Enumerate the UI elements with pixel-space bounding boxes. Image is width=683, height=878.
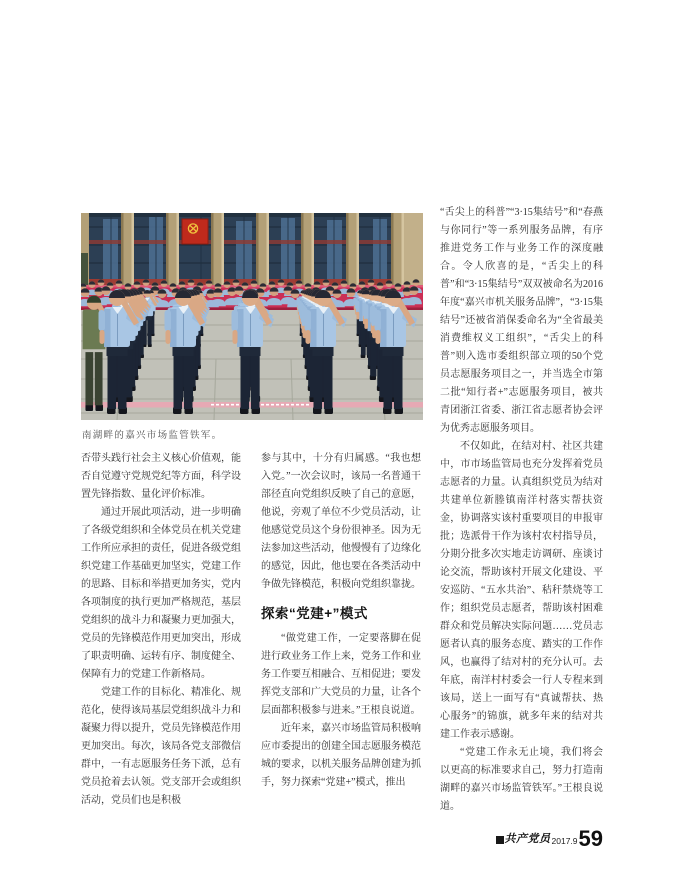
text-column-3 <box>440 204 603 821</box>
paragraph: 近年来，嘉兴市场监管局积极响应市委提出的创建全国志愿服务模范城的要求，以机关服务品牌创建为抓手，努力探索“党建+”模式，推出 <box>261 723 421 788</box>
section-heading: 探索“党建+”模式 <box>261 606 368 621</box>
photo-illustration <box>81 213 423 420</box>
party-flag-icon <box>182 219 208 244</box>
page-number: 59 <box>578 826 603 851</box>
paragraph: 党建工作的目标化、精准化、规范化，使得该局基层党组织战斗力和凝聚力得以提升，党员先锋模范作用更加突出。每次，该局各党支部微信群中，一有志愿服务任务下派，总有党员抢着去认领。党支部开会或组织活动，党员们也是积极 <box>81 687 241 806</box>
paragraph: “做党建工作，一定要落脚在促进行政业务工作上来，党务工作和业务工作要互相融合、互相促进；要发挥党支部和广大党员的力量，让各个层面都积极参与进来。”王根良说道。 <box>261 633 421 716</box>
magazine-name: 共产党员 <box>504 833 551 846</box>
paragraph: 不仅如此，在结对村、社区共建中，市市场监管局也充分发挥着党员志愿者的力量。认真组织党员为结对共建单位新塍镇南洋村落实帮扶资金，协调落实该村重要项目的申报审批；选派骨干作为该村农村指导员，分期分批多次实地走访调研、座谈讨论交流，帮助该村开展文化建设、平安巡防、“五水共治”、秸秆禁烧等工作；组织党员志愿者，帮助该村困难群众和党员解决实际问题……党员志愿者认真的服务态度、踏实的工作作风，也赢得了结对村的充分认可。去年底，南洋村村委会一行人专程来到该局，送上一面写有“真诚帮扶、热心服务”的锦旗，就多年来的结对共建工作表示感谢。 <box>440 441 603 740</box>
article-photo <box>81 213 423 420</box>
paragraph: “党建工作永无止境，我们将会以更高的标准要求自己，努力打造南湖畔的嘉兴市场监管铁军。”王根良说道。 <box>440 747 603 812</box>
paragraph: 通过开展此项活动，进一步明确了各级党组织和全体党员在机关党建工作所应承担的责任，促进各级党组织党建工作基础更加坚实，党建工作的思路、目标和举措更加务实，党内各项制度的执行更加严格规范，基层党组织的战斗力和凝聚力更加强大，党员的先锋模范作用更加突出，形成了职责明确、运转有序、制度健全、保障有力的党建工作新格局。 <box>81 507 241 680</box>
text-column-1 <box>81 450 241 847</box>
magazine-logo-icon <box>496 836 504 844</box>
paragraph: 否带头践行社会主义核心价值观，能否自觉遵守党规党纪等方面，科学设置先锋指数、量化评价标准。 <box>81 453 241 500</box>
paragraph: “舌尖上的科普”“3·15集结号”和“春燕与你同行”等一系列服务品牌，有序推进党务工作与业务工作的深度融合。令人欣喜的是，“舌尖上的科普”和“3·15集结号”双双被命名为2016年度“嘉兴市机关服务品牌”，“3·15集结号”还被省消保委命名为“全省最美消费维权义工组织”，“舌尖上的科普”则入选市委组织部立项的50个党员志愿服务项目之一，并当选全市第二批“知行者+”志愿服务项目，被共青团浙江省委、浙江省志愿者协会评为优秀志愿服务项目。 <box>440 207 603 434</box>
text-column-2 <box>261 450 421 847</box>
photo-caption: 南湖畔的嘉兴市场监管铁军。 <box>82 431 223 441</box>
page-footer <box>496 826 603 851</box>
paragraph: 参与其中，十分有归属感。“我也想入党。”一次会议时，该局一名普通干部径直向党组织反映了自己的意愿，他说，旁观了单位不少党员活动，让他感觉党员这个身份很神圣。因为无法参加这些活动，他慢慢有了边缘化的感觉，因此，他也要在各类活动中争做先锋模范，积极向党组织靠拢。 <box>261 453 421 590</box>
issue-date: 2017.9 <box>551 836 578 847</box>
